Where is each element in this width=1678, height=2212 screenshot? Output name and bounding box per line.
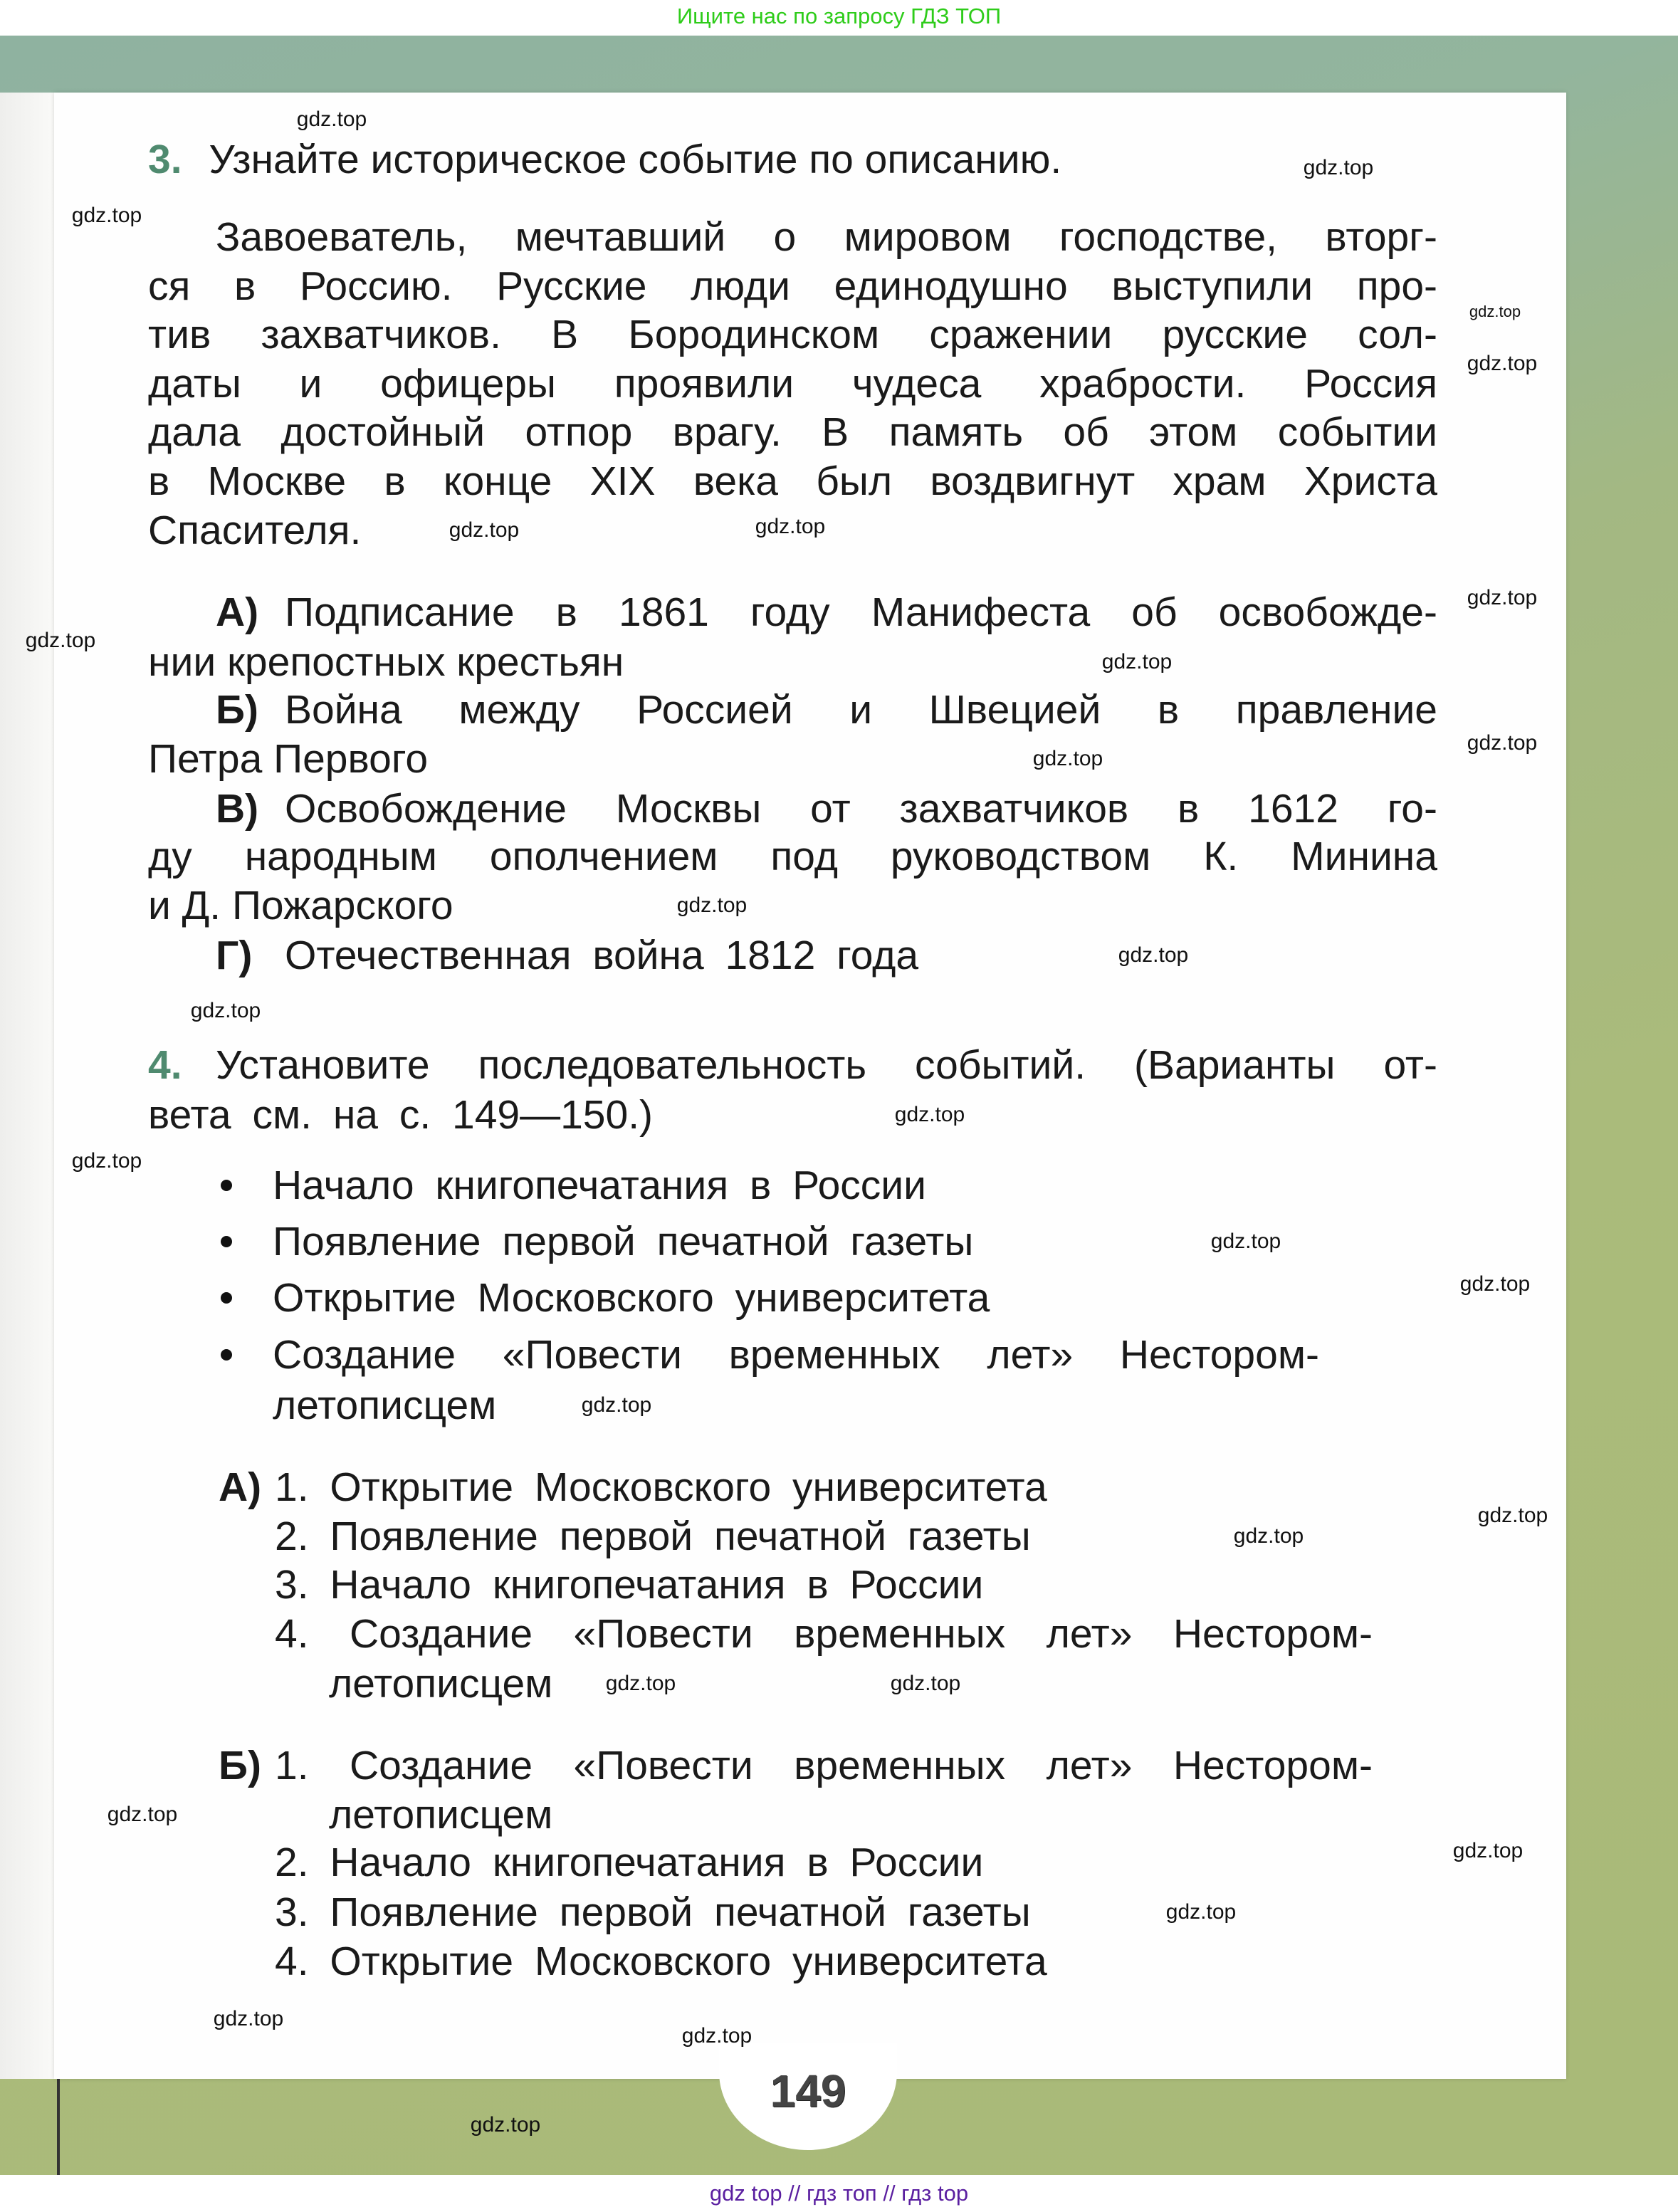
task4-title-line: вета см. на с. 149—150.) bbox=[148, 1092, 654, 1138]
watermark: gdz.top bbox=[296, 108, 367, 131]
task3-heading bbox=[148, 135, 1061, 184]
option-label: Г) bbox=[216, 933, 253, 978]
option-b-line: Петра Первого bbox=[148, 736, 429, 782]
paragraph-line: Завоеватель, мечтавший о мировом господстве, вторг- bbox=[216, 214, 1437, 260]
watermark: gdz.top bbox=[213, 2007, 284, 2030]
watermark: gdz.top bbox=[1467, 352, 1538, 375]
watermark: gdz.top bbox=[1467, 731, 1538, 755]
paragraph-line: Спасителя. bbox=[148, 508, 362, 553]
bullet-icon bbox=[221, 1180, 232, 1191]
answer-item: 3. Начало книгопечатания в России bbox=[275, 1562, 984, 1608]
watermark: gdz.top bbox=[25, 629, 96, 652]
option-d-line: Отечественная война 1812 года bbox=[285, 933, 919, 978]
search-banner[interactable]: Ищите нас по запросу ГДЗ ТОП bbox=[0, 0, 1678, 36]
answer-label: А) bbox=[219, 1464, 262, 1510]
bullet-icon bbox=[221, 1236, 232, 1247]
watermark: gdz.top bbox=[107, 1803, 178, 1826]
watermark: gdz.top bbox=[1467, 586, 1538, 609]
watermark: gdz.top bbox=[1165, 1900, 1237, 1924]
task3-title: Узнайте историческое событие по описанию. bbox=[209, 137, 1062, 182]
watermark: gdz.top bbox=[470, 2113, 541, 2137]
task4-number: 4. bbox=[148, 1042, 182, 1088]
answer-item: 4. Открытие Московского университета bbox=[275, 1939, 1047, 1984]
option-c-line: Освобождение Москвы от захватчиков в 1612 го- bbox=[285, 786, 1437, 832]
answer-item: 1. Создание «Повести временных лет» Нестором- bbox=[275, 1743, 1373, 1788]
watermark: gdz.top bbox=[1303, 156, 1374, 179]
paragraph-line: ся в Россию. Русские люди единодушно выступили про- bbox=[148, 263, 1437, 309]
option-a-line: нии крепостных крестьян bbox=[148, 639, 624, 685]
watermark: gdz.top bbox=[581, 1393, 652, 1417]
watermark: gdz.top bbox=[1210, 1230, 1281, 1253]
watermark: gdz.top bbox=[1118, 943, 1189, 967]
watermark: gdz.top bbox=[894, 1103, 965, 1126]
option-label: А) bbox=[216, 589, 259, 635]
footer-links[interactable]: gdz top // гдз топ // гдз top bbox=[0, 2175, 1678, 2212]
watermark: gdz.top bbox=[190, 999, 261, 1022]
watermark: gdz.top bbox=[1459, 1272, 1531, 1296]
watermark: gdz.top bbox=[681, 2024, 753, 2048]
bullet-item: Создание «Повести временных лет» Нестором- bbox=[273, 1332, 1319, 1378]
paragraph-line: в Москве в конце XIX века был воздвигнут храм Христа bbox=[148, 458, 1437, 504]
task4-title-line: Установите последовательность событий. (Варианты от- bbox=[216, 1042, 1437, 1088]
watermark: gdz.top bbox=[1477, 1504, 1548, 1527]
watermark: gdz.top bbox=[1233, 1524, 1304, 1548]
watermark: gdz.top bbox=[605, 1672, 676, 1695]
bullet-item: летописцем bbox=[273, 1383, 497, 1428]
bullet-item: Начало книгопечатания в России bbox=[273, 1163, 926, 1208]
paragraph-line: тив захватчиков. В Бородинском сражении русские сол- bbox=[148, 312, 1437, 357]
watermark: gdz.top bbox=[755, 515, 826, 538]
paragraph-line: даты и офицеры проявили чудеса храбрости. Россия bbox=[148, 361, 1437, 407]
answer-item: летописцем bbox=[329, 1661, 553, 1707]
answer-item: 2. Начало книгопечатания в России bbox=[275, 1840, 984, 1885]
bullet-item: Открытие Московского университета bbox=[273, 1275, 990, 1321]
watermark: gdz.top bbox=[1469, 303, 1521, 320]
book-spine bbox=[0, 93, 57, 2079]
option-c-line: ду народным ополчением под руководством К. Минина bbox=[148, 834, 1437, 879]
option-b-line: Война между Россией и Швецией в правление bbox=[285, 687, 1437, 733]
page-number: 149 bbox=[770, 2065, 846, 2117]
option-label: Б) bbox=[216, 687, 258, 733]
bullet-icon bbox=[221, 1349, 232, 1361]
watermark: gdz.top bbox=[890, 1672, 961, 1695]
answer-item: 1. Открытие Московского университета bbox=[275, 1464, 1047, 1510]
option-c-line: и Д. Пожарского bbox=[148, 883, 453, 928]
paragraph-line: дала достойный отпор врагу. В память об этом событии bbox=[148, 409, 1437, 455]
answer-item: 3. Появление первой печатной газеты bbox=[275, 1889, 1031, 1935]
task3-number: 3. bbox=[148, 137, 182, 182]
option-a-line: Подписание в 1861 году Манифеста об освобожде- bbox=[285, 589, 1437, 635]
answer-label: Б) bbox=[219, 1743, 261, 1788]
option-label: В) bbox=[216, 786, 259, 832]
watermark: gdz.top bbox=[71, 1149, 142, 1173]
answer-item: 2. Появление первой печатной газеты bbox=[275, 1514, 1031, 1559]
watermark: gdz.top bbox=[1101, 650, 1173, 673]
watermark: gdz.top bbox=[1452, 1839, 1524, 1862]
bullet-icon bbox=[221, 1292, 232, 1304]
watermark: gdz.top bbox=[449, 518, 520, 542]
watermark: gdz.top bbox=[1032, 747, 1103, 770]
answer-item: летописцем bbox=[329, 1792, 553, 1838]
bullet-item: Появление первой печатной газеты bbox=[273, 1219, 974, 1264]
watermark: gdz.top bbox=[676, 893, 748, 917]
spine-edge bbox=[57, 2079, 60, 2175]
watermark: gdz.top bbox=[71, 204, 142, 227]
answer-item: 4. Создание «Повести временных лет» Нестором- bbox=[275, 1611, 1373, 1657]
